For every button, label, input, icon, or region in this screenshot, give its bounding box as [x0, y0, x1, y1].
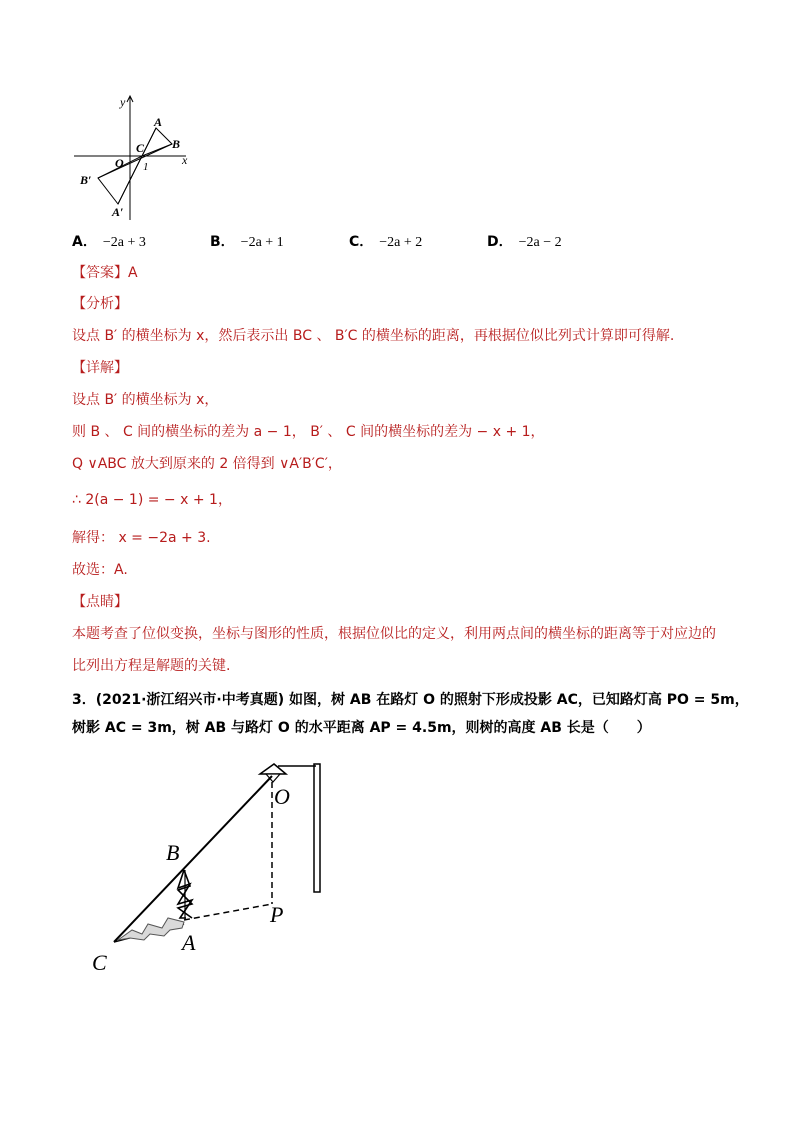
label-a: A	[154, 115, 163, 129]
detail-line-5: 解得： x = −2a + 3.	[72, 530, 211, 546]
detail-line-3: Q ∨ABC 放大到原来的 2 倍得到 ∨A′B′C′，	[72, 456, 342, 472]
detail-line-6: 故选：A.	[72, 562, 128, 578]
choice-d: D． −2a − 2	[487, 234, 562, 250]
lamp-pole	[314, 764, 320, 892]
light-ray	[114, 776, 272, 942]
analysis-text: 设点 B′ 的横坐标为 x，然后表示出 BC 、 B′C 的横坐标的距离，再根据位似比列式计算即可得解.	[72, 328, 675, 344]
detail-tag: 【详解】	[72, 360, 128, 376]
label-y: y	[120, 95, 126, 109]
label-b2: B	[166, 840, 180, 865]
choice-a: A． −2a + 3	[72, 234, 146, 250]
comment-line-1: 本题考查了位似变换，坐标与图形的性质，根据位似比的定义，利用两点间的横坐标的距离等于对应边的	[72, 626, 716, 642]
label-o: O	[115, 156, 124, 170]
detail-line-4: ∴ 2(a − 1) = − x + 1，	[72, 492, 232, 508]
label-a-prime: A′	[112, 205, 124, 219]
label-o2: O	[274, 784, 290, 809]
label-one: 1	[143, 161, 149, 173]
streetlight-figure	[86, 758, 346, 980]
label-c2: C	[92, 950, 107, 975]
question3-line-1: 3．(2021·浙江绍兴市·中考真题) 如图，树 AB 在路灯 O 的照射下形成投影 AC，已知路灯高 PO = 5m，	[72, 692, 749, 708]
tree-shadow-icon	[118, 918, 184, 940]
comment-line-2: 比列出方程是解题的关键.	[72, 658, 231, 674]
line-b-b-prime	[98, 144, 172, 178]
triangle-abc	[142, 128, 172, 156]
comment-tag: 【点睛】	[72, 594, 128, 610]
label-x: x	[182, 153, 188, 167]
label-b-prime: B′	[80, 173, 92, 187]
label-b: B	[172, 137, 181, 151]
tree-icon	[178, 870, 192, 920]
label-p2: P	[270, 902, 284, 927]
coordinate-figure	[70, 92, 200, 222]
answer-tag: 【答案】	[72, 265, 128, 281]
question3-line-2: 树影 AC = 3m，树 AB 与路灯 O 的水平距离 AP = 4.5m，则树的高度 AB 长是（ ）	[72, 720, 651, 736]
choice-c: C． −2a + 2	[349, 234, 423, 250]
choice-b: B． −2a + 1	[210, 234, 284, 250]
detail-line-2: 则 B 、 C 间的横坐标的差为 a − 1， B′ 、 C 间的横坐标的差为 − x + 1，	[72, 424, 545, 440]
answer-line	[72, 262, 138, 282]
detail-line-1: 设点 B′ 的横坐标为 x，	[72, 392, 219, 408]
label-c: C	[136, 141, 145, 155]
analysis-tag: 【分析】	[72, 296, 128, 312]
dashed-ap	[184, 904, 272, 920]
answer-value: A	[128, 265, 138, 281]
label-a2: A	[182, 930, 196, 955]
